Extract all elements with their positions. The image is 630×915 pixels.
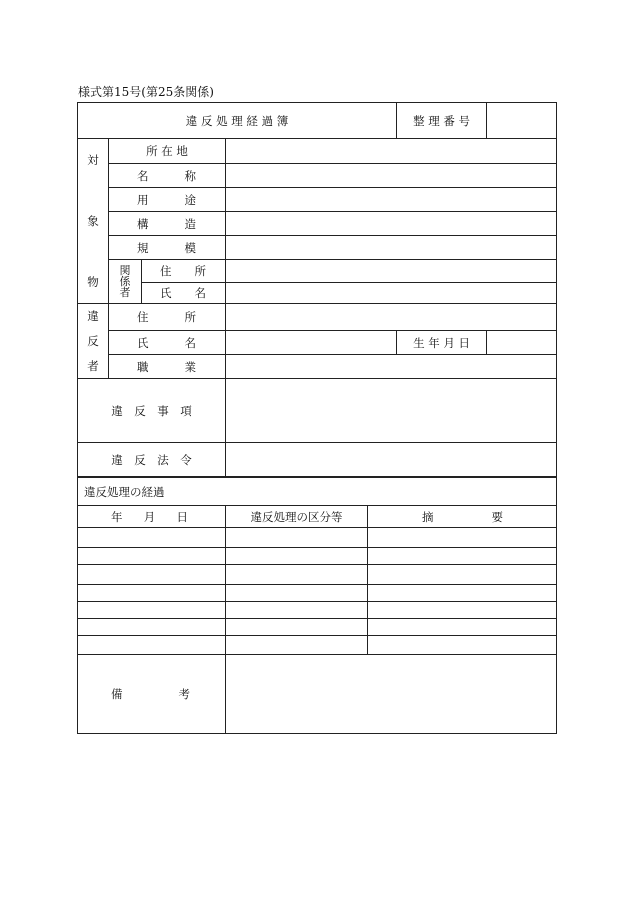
col-header-category: 違反処理の区分等 xyxy=(226,506,368,528)
violator-birthdate-field[interactable] xyxy=(487,331,557,355)
process-row xyxy=(78,602,557,619)
category-cell[interactable] xyxy=(226,602,368,619)
target-name-field[interactable] xyxy=(226,164,557,188)
category-cell[interactable] xyxy=(226,619,368,636)
serial-number-label: 整 理 番 号 xyxy=(397,103,487,139)
serial-number-field[interactable] xyxy=(487,103,557,139)
process-heading: 違反処理の経過 xyxy=(78,478,557,506)
violator-name-label: 氏 名 xyxy=(109,331,226,355)
related-address-label: 住 所 xyxy=(142,260,226,283)
col-header-summary: 摘 要 xyxy=(368,506,557,528)
violation-law-label: 違 反 法 令 xyxy=(78,443,226,477)
violator-name-field[interactable] xyxy=(226,331,397,355)
date-cell[interactable] xyxy=(78,528,226,548)
date-cell[interactable] xyxy=(78,548,226,565)
summary-cell[interactable] xyxy=(368,585,557,602)
target-structure-label: 構 造 xyxy=(109,212,226,236)
form-number-label: 様式第15号(第25条関係) xyxy=(78,85,214,99)
target-scale-field[interactable] xyxy=(226,236,557,260)
process-row xyxy=(78,528,557,548)
category-cell[interactable] xyxy=(226,585,368,602)
form-top-table xyxy=(77,102,556,477)
violator-address-label: 住 所 xyxy=(109,304,226,331)
related-party-label: 関 係 者 xyxy=(109,260,142,304)
remarks-field[interactable] xyxy=(226,655,557,734)
remarks-label: 備 考 xyxy=(78,655,226,734)
date-cell[interactable] xyxy=(78,619,226,636)
category-cell[interactable] xyxy=(226,636,368,655)
violation-matter-label: 違 反 事 項 xyxy=(78,379,226,443)
process-row xyxy=(78,565,557,585)
target-group-label: 対 象 物 xyxy=(78,139,109,304)
process-row xyxy=(78,585,557,602)
date-cell[interactable] xyxy=(78,636,226,655)
violator-occupation-field[interactable] xyxy=(226,355,557,379)
date-cell[interactable] xyxy=(78,602,226,619)
date-cell[interactable] xyxy=(78,585,226,602)
related-address-field[interactable] xyxy=(226,260,557,283)
related-name-label: 氏 名 xyxy=(142,283,226,304)
violator-address-field[interactable] xyxy=(226,304,557,331)
target-location-field[interactable] xyxy=(226,139,557,164)
category-cell[interactable] xyxy=(226,548,368,565)
process-row xyxy=(78,548,557,565)
col-header-date: 年 月 日 xyxy=(78,506,226,528)
target-use-field[interactable] xyxy=(226,188,557,212)
violation-matter-field[interactable] xyxy=(226,379,557,443)
related-name-field[interactable] xyxy=(226,283,557,304)
process-table xyxy=(77,477,556,734)
summary-cell[interactable] xyxy=(368,565,557,585)
date-cell[interactable] xyxy=(78,565,226,585)
process-row xyxy=(78,636,557,655)
target-scale-label: 規 模 xyxy=(109,236,226,260)
process-row xyxy=(78,619,557,636)
violator-group-label: 違 反 者 xyxy=(78,304,109,379)
violation-law-field[interactable] xyxy=(226,443,557,477)
target-name-label: 名 称 xyxy=(109,164,226,188)
category-cell[interactable] xyxy=(226,565,368,585)
category-cell[interactable] xyxy=(226,528,368,548)
summary-cell[interactable] xyxy=(368,636,557,655)
summary-cell[interactable] xyxy=(368,619,557,636)
summary-cell[interactable] xyxy=(368,548,557,565)
target-location-label: 所 在 地 xyxy=(109,139,226,164)
summary-cell[interactable] xyxy=(368,602,557,619)
form-title: 違 反 処 理 経 過 簿 xyxy=(78,103,397,139)
target-use-label: 用 途 xyxy=(109,188,226,212)
target-structure-field[interactable] xyxy=(226,212,557,236)
violator-birthdate-label: 生 年 月 日 xyxy=(397,331,487,355)
summary-cell[interactable] xyxy=(368,528,557,548)
violator-occupation-label: 職 業 xyxy=(109,355,226,379)
